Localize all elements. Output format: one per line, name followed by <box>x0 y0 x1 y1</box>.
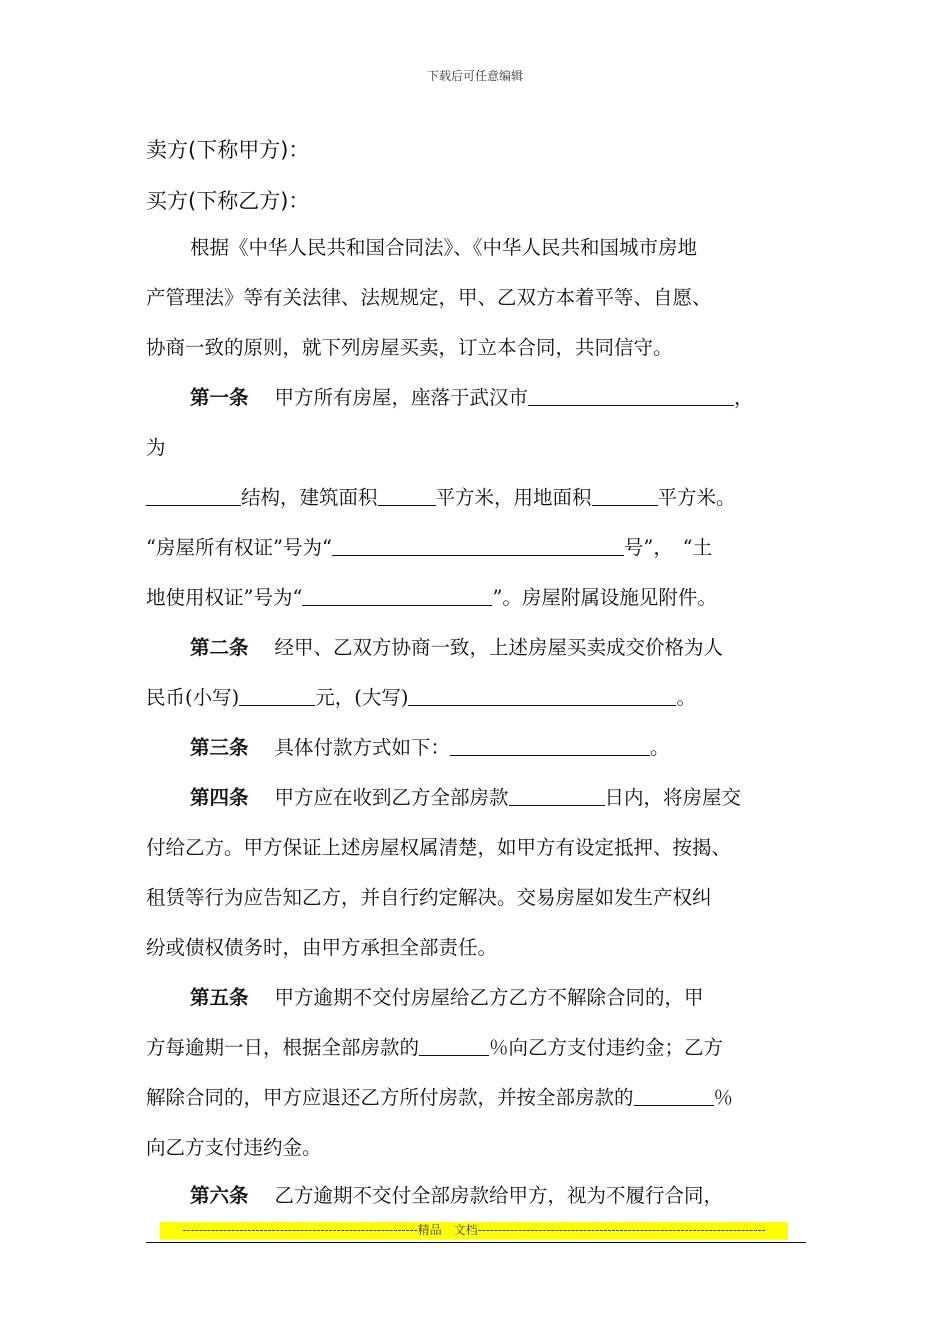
article-5-line-1 <box>190 984 820 1012</box>
footer-banner: ----------------------------------------------------------精品 文档----------------------------------------------------------------------- <box>160 1222 788 1239</box>
article-5-line-4: 向乙方支付违约金。 <box>146 1136 322 1159</box>
land-area-blank[interactable] <box>592 485 658 506</box>
penalty-daily-end: ％向乙方支付违约金；乙方 <box>489 1036 724 1059</box>
penalty-refund-end: ％ <box>713 1086 734 1109</box>
article-1-line-2: 为 <box>146 436 166 459</box>
article-6-line-1 <box>190 1182 820 1210</box>
seller-label: 卖方(下称甲方)： <box>146 138 310 162</box>
price-upper-text: 元，(大写) <box>315 686 409 709</box>
article-4-line-3: 租赁等行为应告知乙方，并自行约定解决。交易房屋如发生产权纠 <box>146 886 712 909</box>
article-3-title: 第三条 <box>190 736 249 759</box>
article-2-text: 经甲、乙双方协商一致，上述房屋买卖成交价格为人 <box>274 636 724 659</box>
article-5-line-3 <box>146 1084 816 1112</box>
article-6-title: 第六条 <box>190 1184 249 1207</box>
article-5-title: 第五条 <box>190 986 249 1009</box>
article-1-line-1 <box>190 384 820 412</box>
house-certificate-blank[interactable] <box>332 535 624 556</box>
footer-rule <box>146 1242 806 1243</box>
article-1-comma: ， <box>734 386 754 409</box>
penalty-daily-text: 方每逾期一日，根据全部房款的 <box>146 1036 420 1059</box>
structure-blank[interactable] <box>146 485 241 506</box>
address-blank[interactable] <box>528 385 734 406</box>
article-5-text: 甲方逾期不交付房屋给乙方乙方不解除合同的，甲 <box>274 986 704 1009</box>
article-1-text: 甲方所有房屋，座落于武汉市 <box>274 386 529 409</box>
article-4-title: 第四条 <box>190 786 249 809</box>
house-certificate-text: “房屋所有权证”号为“ <box>146 536 332 559</box>
article-1-line-3 <box>146 484 816 512</box>
article-2-line-2 <box>146 684 816 712</box>
delivery-text: 甲方应在收到乙方全部房款 <box>274 786 509 809</box>
price-lower-blank[interactable] <box>239 685 315 706</box>
price-lower-text: 民币(小写) <box>146 686 240 709</box>
page-header-note: 下载后可任意编辑 <box>426 69 523 83</box>
price-upper-blank[interactable] <box>408 685 676 706</box>
structure-text: 结构，建筑面积 <box>241 486 378 509</box>
land-certificate-blank[interactable] <box>302 585 492 606</box>
article-2-title: 第二条 <box>190 636 249 659</box>
delivery-end: 日内，将房屋交 <box>604 786 742 809</box>
building-area-text: 平方米，用地面积 <box>435 486 592 509</box>
delivery-days-blank[interactable] <box>509 785 605 806</box>
intro-line-2: 产管理法》等有关法律、法规规定，甲、乙双方本着平等、自愿、 <box>146 286 712 309</box>
intro-line-1: 根据《中华人民共和国合同法》、《中华人民共和国城市房地 <box>190 236 698 259</box>
building-area-blank[interactable] <box>378 485 436 506</box>
article-1-title: 第一条 <box>190 386 249 409</box>
payment-text: 具体付款方式如下： <box>274 736 451 759</box>
penalty-refund-blank[interactable] <box>634 1085 714 1106</box>
article-3-line-1 <box>190 734 820 762</box>
article-2-line-1 <box>190 634 820 662</box>
article-1-line-4 <box>146 534 816 562</box>
article-4-line-4: 纷或债权债务时，由甲方承担全部责任。 <box>146 936 498 959</box>
article-4-line-1 <box>190 784 820 812</box>
land-area-text: 平方米。 <box>657 486 736 509</box>
price-end: 。 <box>676 686 696 709</box>
land-certificate-end: ”。房屋附属设施见附件。 <box>492 586 717 609</box>
article-4-line-2: 付给乙方。甲方保证上述房屋权属清楚，如甲方有设定抵押、按揭、 <box>146 836 732 859</box>
intro-line-3: 协商一致的原则，就下列房屋买卖，订立本合同，共同信守。 <box>146 336 673 359</box>
article-6-text: 乙方逾期不交付全部房款给甲方，视为不履行合同， <box>274 1184 724 1207</box>
penalty-daily-blank[interactable] <box>419 1035 489 1056</box>
article-5-line-2 <box>146 1034 816 1062</box>
payment-blank[interactable] <box>450 735 650 756</box>
land-certificate-text: 地使用权证”号为“ <box>146 586 303 609</box>
article-1-line-5 <box>146 584 816 612</box>
penalty-refund-text: 解除合同的，甲方应退还乙方所付房款，并按全部房款的 <box>146 1086 634 1109</box>
house-certificate-end: 号”， “土 <box>623 536 713 559</box>
payment-end: 。 <box>650 736 670 759</box>
buyer-label: 买方(下称乙方)： <box>146 189 310 213</box>
